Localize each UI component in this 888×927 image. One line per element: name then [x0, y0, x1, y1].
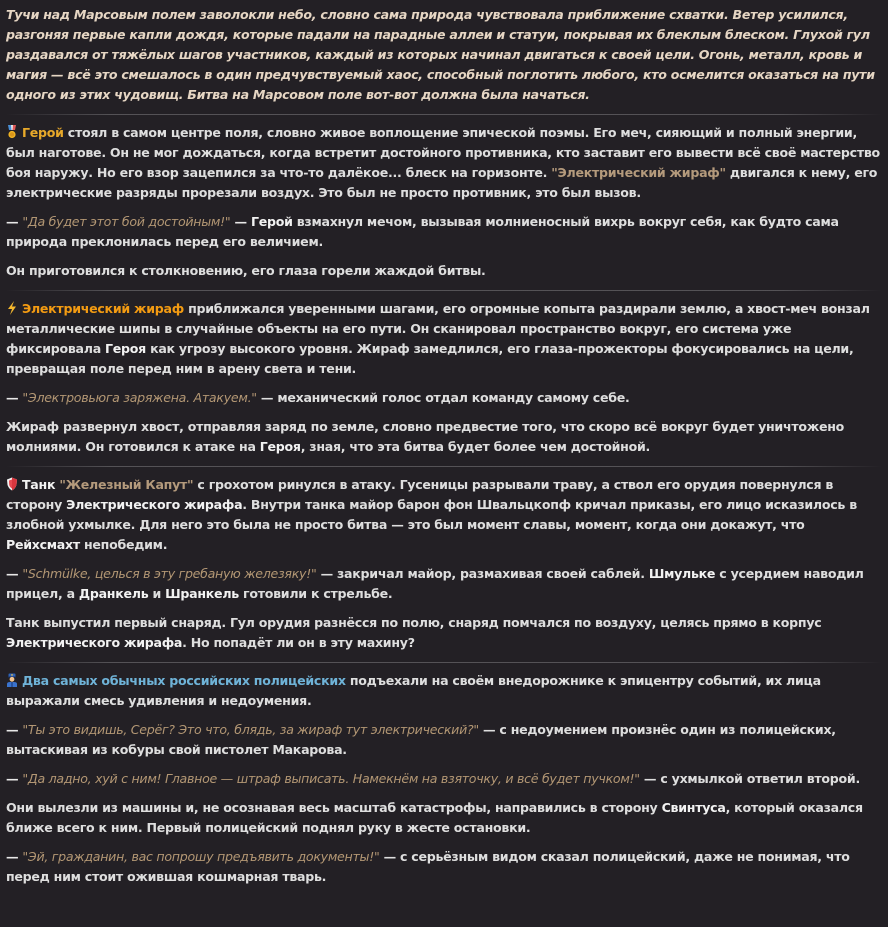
dash: — [6, 849, 23, 864]
giraffe-paragraph-3 [6, 417, 882, 457]
giraffe-bold-name: Электрического жирафа [6, 635, 183, 650]
tank-paragraph-3 [6, 613, 882, 653]
giraffe-paragraph-2 [6, 388, 882, 408]
hero-paragraph-1 [6, 123, 882, 203]
giraffe-name: Электрический жираф [22, 301, 184, 316]
giraffe-text: как угрозу высокого уровня. Жираф замедлился, его глаза-прожекторы фокусировались на цели, превращая поле перед ним в арену света и тени. [6, 341, 854, 376]
hero-speech: "Да будет этот бой достойным!" [22, 214, 231, 229]
hero-bold-name: Героя [105, 341, 146, 356]
tank-text: непобедим. [79, 537, 168, 552]
police-paragraph-1 [6, 671, 882, 711]
police-speech-3: "Эй, гражданин, вас попрошу предъявить документы!" [22, 849, 380, 864]
hero-text: взмахнул мечом, вызывая молниеносный вихрь вокруг себя, как будто сама природа преклонилась перед его величием. [6, 214, 839, 249]
hero-section [6, 123, 882, 281]
svintus-bold-name: Свинтуса [661, 800, 726, 815]
major-speech: "Schmülke, целься в эту гребаную железяку!" [22, 566, 317, 581]
giraffe-text: , зная, что эта битва будет более чем достойной. [300, 439, 651, 454]
giraffe-quoted-name: "Электрический жираф" [551, 165, 726, 180]
tank-lead: Танк [22, 477, 60, 492]
tank-text: с грохотом ринулся в атаку. Гусеницы разрывали траву, а ствол его орудия повернулся в сторону [6, 477, 834, 512]
police-speech-1: "Ты это видишь, Серёг? Это что, блядь, за жираф тут электрический?" [22, 722, 479, 737]
giraffe-text: приближался уверенными шагами, его огромные копыта раздирали землю, а хвост-меч вонзал металлические шипы в случайные объекты на его пути. Он сканировал пространство вокруг, его система уже фиксировала [6, 301, 870, 356]
dash: — [6, 771, 23, 786]
giraffe-text: — механический голос отдал команду самому себе. [256, 390, 630, 405]
police-text: — с ухмылкой ответил второй. [639, 771, 860, 786]
tank-text: — закричал майор, размахивая своей саблей. [316, 566, 649, 581]
dash: — [6, 214, 23, 229]
shrankel-bold-name: Шранкель [165, 586, 239, 601]
police-text: , который оказался ближе всего к ним. Первый полицейский поднял руку в жесте остановки. [6, 800, 863, 835]
dash: — [6, 390, 23, 405]
police-speech-2: "Да ладно, хуй с ним! Главное — штраф выписать. Намекнём на взяточку, и всё будет пучком!" [22, 771, 640, 786]
lightning-icon [6, 301, 18, 315]
giraffe-speech: "Электровьюга заряжена. Атакуем." [22, 390, 257, 405]
shield-icon [6, 477, 18, 491]
tank-paragraph-2 [6, 564, 882, 604]
giraffe-section [6, 299, 882, 457]
section-divider [6, 114, 882, 115]
police-text: — с серьёзным видом сказал полицейский, даже не понимая, что перед ним стоит ожившая кошмарная тварь. [6, 849, 850, 884]
police-paragraph-5 [6, 847, 882, 887]
hero-text: двигался к нему, его электрические разряды прорезали воздух. Это был не просто противник, это был вызов. [6, 165, 878, 200]
police-section [6, 671, 882, 887]
intro-paragraph: Тучи над Марсовым полем заволокли небо, словно сама природа чувствовала приближение схватки. Ветер усилился, разгоняя первые капли дождя, которые падали на парадные аллеи и статуи, покрывая их блеклым блеском. Глухой гул раздавался от тяжёлых шагов участников, каждый из которых начинал двигаться к своей цели. Огонь, металл, кровь и магия — всё это смешалось в один предчувствуемый хаос, способный поглотить любого, кто осмелится оказаться на пути одного из этих чудовищ. Битва на Марсовом поле вот-вот должна была начаться. [6, 7, 875, 102]
police-name: Два самых обычных российских полицейских [22, 673, 346, 688]
police-text: — с недоумением произнёс один из полицейских, вытаскивая из кобуры свой пистолет Макарова. [6, 722, 836, 757]
police-text: Они вылезли из машины и, не осознавая весь масштаб катастрофы, направились в сторону [6, 800, 662, 815]
section-divider [6, 466, 882, 467]
drankel-bold-name: Дранкель [78, 586, 149, 601]
hero-paragraph-3: Он приготовился к столкновению, его глаза горели жаждой битвы. [6, 263, 486, 278]
tank-name: "Железный Капут" [59, 477, 194, 492]
tank-text: готовили к стрельбе. [238, 586, 393, 601]
hero-text: стоял в самом центре поля, словно живое воплощение эпической поэмы. Его меч, сияющий и полный энергии, был наготове. Он не мог дождаться, когда встретит достойного противника, кто заставит его вывести всё своё мастерство боя наружу. Но его взор зацепился за что-то далёкое... блеск на горизонте. [6, 125, 880, 180]
police-paragraph-4 [6, 798, 882, 838]
medal-icon [6, 125, 18, 139]
tank-text: . Но попадёт ли он в эту махину? [182, 635, 415, 650]
hero-name: Герой [22, 125, 64, 140]
giraffe-bold-name: Электрического жирафа [66, 497, 243, 512]
section-divider [6, 662, 882, 663]
schmulke-bold-name: Шмульке [648, 566, 716, 581]
tank-text: Танк выпустил первый снаряд. Гул орудия разнёсся по полю, снаряд помчался по воздуху, целясь прямо в корпус [6, 615, 822, 630]
giraffe-text: Жираф развернул хвост, отправляя заряд по земле, словно предвестие того, что скоро всё вокруг будет уничтожено молниями. Он готовился к атаке на [6, 419, 845, 454]
police-officer-icon [6, 673, 18, 687]
tank-paragraph-1 [6, 475, 882, 555]
hero-paragraph-2 [6, 212, 882, 252]
reichsmacht-bold-name: Рейхсмахт [6, 537, 80, 552]
police-paragraph-2 [6, 720, 882, 760]
tank-text: . Внутри танка майор барон фон Швальцкопф кричал приказы, его лицо исказилось в злобной ухмылке. Для него это была не просто битва — это был момент славы, момент, когда они докажут, что [6, 497, 857, 532]
giraffe-paragraph-1 [6, 299, 882, 379]
tank-section [6, 475, 882, 653]
dash: — [230, 214, 251, 229]
hero-bold-name: Герой [250, 214, 293, 229]
police-text: подъехали на своём внедорожнике к эпицентру событий, их лица выражали смесь удивления и недоумения. [6, 673, 821, 708]
tank-text: с усердием наводил прицел, а [6, 566, 864, 601]
police-paragraph-3 [6, 769, 882, 789]
tank-text: и [148, 586, 166, 601]
dash: — [6, 566, 23, 581]
hero-bold-name: Героя [259, 439, 301, 454]
section-divider [6, 290, 882, 291]
dash: — [6, 722, 23, 737]
